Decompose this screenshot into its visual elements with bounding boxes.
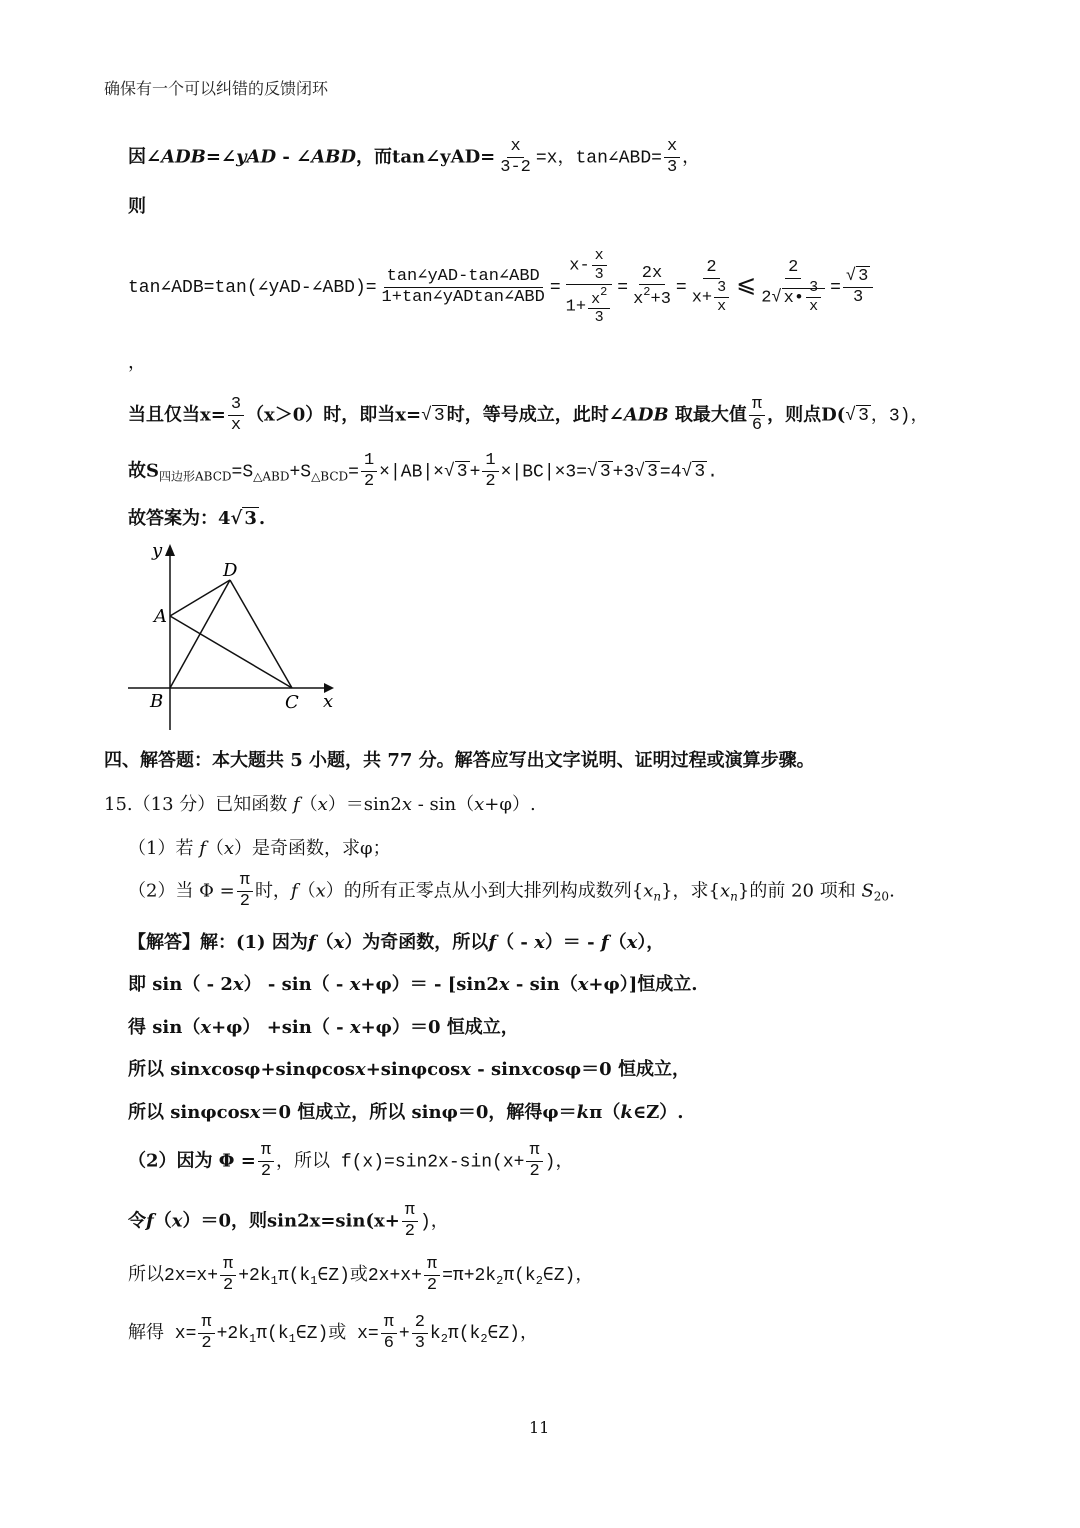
q15-part1: （1）若 f（x）是奇函数，求φ； — [128, 838, 391, 859]
segment-bd — [170, 580, 230, 688]
section-heading: 四、解答题：本大题共 5 小题，共 77 分。解答应写出文字说明、证明过程或演算步骤。 — [104, 750, 815, 771]
tan-adb-formula: tan∠ADB=tan(∠yAD-∠ABD)= $\frac{\text{tan∠yAD-tan∠ABD}}{\text{1+tan∠yADtan∠ABD}}$ = x- $\frac{x}{3}$ 1+ $\frac{x^2}{3}$ = $\frac{2x}{x^2+3}$ = 2 x+ $\frac{3}{x}$ ⩽ 2 2√ x• $\frac{3}{x}$ = $\frac{√ 3}{3}$ — [128, 248, 875, 326]
label-x: x — [323, 691, 334, 712]
answer15-line-2: 即 sin（ - 2x） - sin（ - x+φ）＝ - [sin2x - sin（x+φ）]恒成立. — [128, 974, 698, 995]
then-label: 则 — [128, 196, 146, 217]
label-a: A — [154, 606, 167, 627]
answer15-line-5: 所以 sinφcosx＝0 恒成立，所以 sinφ＝0，解得φ＝kπ（k∈Z）. — [128, 1102, 684, 1123]
q15-stem: 15.（13 分）已知函数 f（x）＝sin2x - sin（x+φ）. — [104, 794, 536, 815]
answer15-line-6: （2）因为 Φ = $\frac{\pi}{2}$ ，所以 f(x)=sin2x-sin(x+ $\frac{\pi}{2}$ )， — [128, 1141, 574, 1181]
segment-dc — [230, 580, 292, 688]
answer15-line-4: 所以 sinxcosφ+sinφcosx+sinφcosx - sinxcosφ＝0 恒成立， — [128, 1059, 690, 1080]
comma: ， — [128, 352, 146, 373]
answer15-line-3: 得 sin（x+φ） +sin（ - x+φ）＝0 恒成立， — [128, 1017, 519, 1038]
answer15-line-1: 【解答】解：(1) 因为f（x）为奇函数，所以f（ - x）＝ - f（x）， — [128, 932, 665, 953]
equality-condition-line: 当且仅当x= $\frac{3}{x}$ （x＞0）时，即当x=√ 3 时，等号成立，此时∠ADB 取最大值 $\frac{\pi}{6}$ ，则点D(√ 3 ，3)， — [128, 395, 929, 435]
label-c: C — [285, 692, 299, 713]
segment-ac — [170, 616, 292, 688]
answer15-line-9: 解得 x= $\frac{\pi}{2}$ $+2k_1\pi(k_1\in Z)$或 x= $\frac{\pi}{6}$ + $\frac{2}{3}$ $k_2\pi(k_2\in Z)$， — [128, 1313, 538, 1353]
y-axis-arrow-icon — [165, 544, 175, 556]
geometry-figure — [120, 536, 360, 736]
label-d: D — [223, 560, 238, 581]
segment-ad — [170, 580, 230, 616]
answer15-line-7: 令f（x）＝0，则sin2x=sin(x+ $\frac{\pi}{2}$ )， — [128, 1201, 449, 1241]
page-header: 确保有一个可以纠错的反馈闭环 — [104, 79, 329, 98]
page-number: 11 — [529, 1418, 550, 1437]
area-line: 故$S_{四边形ABCD}=S_{\triangle ABD}+S_{\triangle BCD}=$ $\frac{1}{2}$ ×|AB|×√ 3 + $\frac{1}{2}$ ×|BC|×3=√ 3 +3√ 3 =4√ 3 . — [128, 451, 718, 491]
solution-line-1: 因∠ADB=∠yAD - ∠ABD，而tan∠yAD= $\frac{x}{3-2}$ =x，tan∠ABD= $\frac{x}{3}$ ， — [128, 137, 701, 177]
label-y: y — [152, 540, 163, 561]
label-b: B — [150, 691, 164, 712]
final-answer-line: 故答案为：4√ 3 . — [128, 508, 266, 529]
q15-part2: （2）当 Φ = $\frac{\pi}{2}$ 时，f（x）的所有正零点从小到大排列构成数列$\{x_n\}$，求$\{x_n\}$的前 20 项和 $S_{20}$. — [128, 871, 895, 911]
answer15-line-8: 所以2x=x+ $\frac{\pi}{2}$ $+2k_1\pi(k_1\in Z)$或2x+x+ $\frac{\pi}{2}$ $=\pi+2k_2\pi(k_2\in Z)$， — [128, 1255, 594, 1295]
